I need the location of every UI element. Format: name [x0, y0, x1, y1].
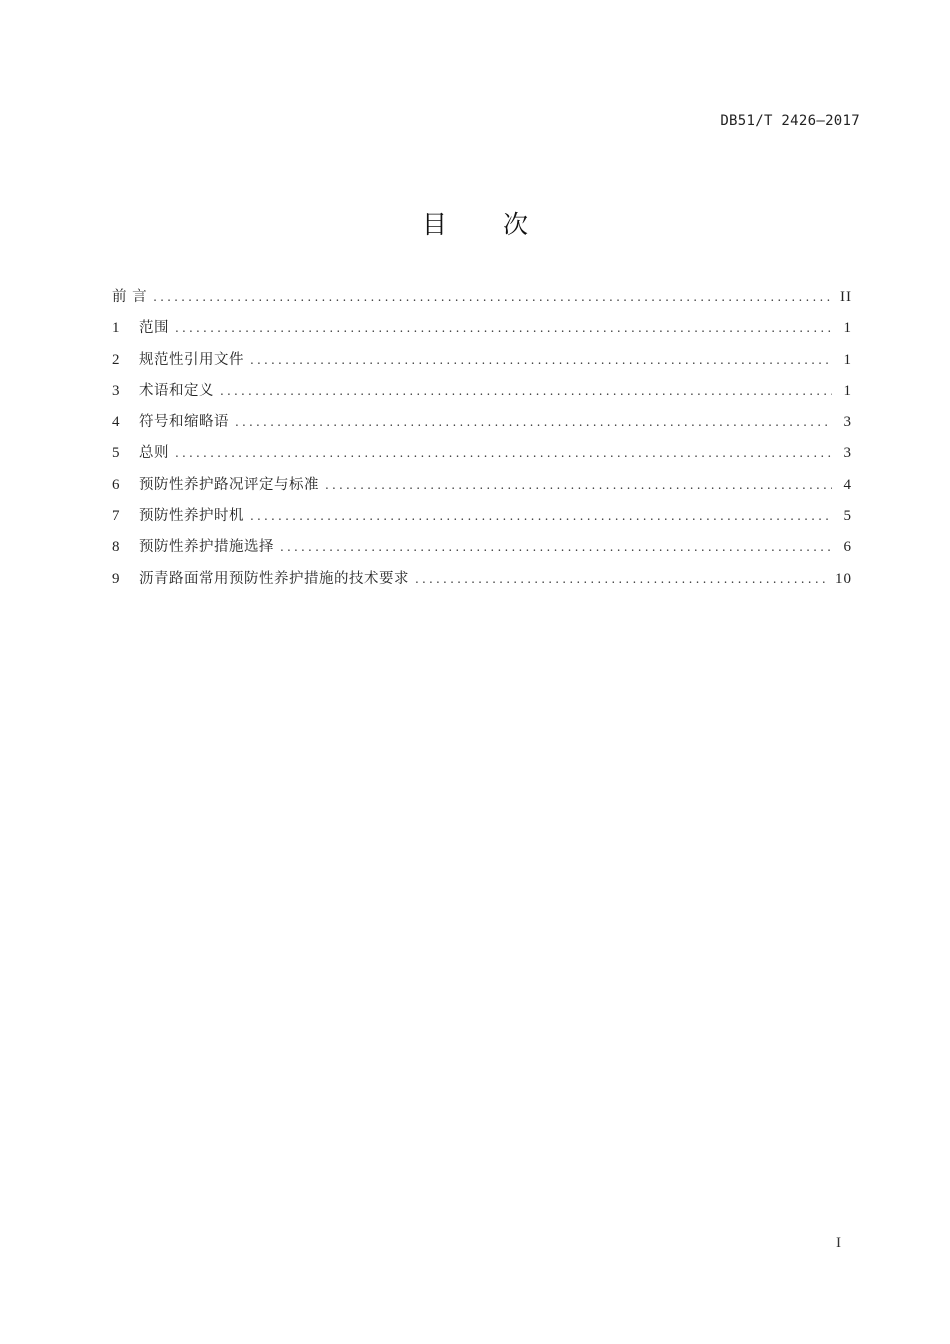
toc-entry-number: 9 [112, 570, 120, 587]
toc-leader-dots [235, 409, 832, 435]
toc-leader-dots [250, 347, 832, 373]
toc-entry-label: 前 言 [112, 289, 148, 305]
toc-entry-label: 沥青路面常用预防性养护措施的技术要求 [139, 570, 409, 587]
toc-entry-2[interactable] [112, 347, 852, 378]
toc-entry-number: 6 [112, 476, 120, 493]
document-id: DB51/T 2426—2017 [720, 113, 860, 129]
toc-entry-label: 预防性养护措施选择 [139, 539, 274, 556]
title-char-2: 次 [502, 210, 528, 239]
toc-entry-foreword[interactable] [112, 284, 852, 315]
table-of-contents [112, 284, 852, 597]
page-title [0, 205, 950, 241]
toc-entry-page: 10 [835, 570, 852, 587]
toc-entry-7[interactable] [112, 503, 852, 534]
toc-entry-number: 4 [112, 414, 120, 431]
toc-entry-number: 3 [112, 382, 120, 399]
toc-entry-8[interactable] [112, 534, 852, 565]
toc-entry-page: II [840, 289, 852, 305]
page-number: I [836, 1235, 841, 1251]
toc-entry-number: 8 [112, 539, 120, 556]
toc-leader-dots [280, 534, 832, 560]
toc-entry-page: 4 [843, 476, 852, 493]
toc-entry-number: 7 [112, 508, 120, 525]
toc-entry-label: 预防性养护路况评定与标准 [139, 476, 319, 493]
toc-entry-number: 5 [112, 445, 120, 462]
toc-entry-page: 1 [843, 382, 852, 399]
toc-entry-3[interactable] [112, 378, 852, 409]
toc-entry-number: 2 [112, 351, 120, 368]
toc-entry-label: 符号和缩略语 [139, 414, 229, 431]
toc-leader-dots [325, 472, 832, 498]
toc-leader-dots [175, 440, 832, 466]
toc-entry-6[interactable] [112, 472, 852, 503]
toc-entry-label: 总则 [139, 445, 169, 462]
toc-entry-page: 1 [843, 351, 852, 368]
toc-leader-dots [220, 378, 832, 404]
toc-entry-page: 5 [843, 508, 852, 525]
toc-leader-dots [153, 284, 832, 310]
toc-entry-label: 范围 [139, 320, 169, 337]
toc-leader-dots [415, 566, 829, 592]
toc-entry-page: 6 [843, 539, 852, 556]
toc-entry-page: 3 [843, 445, 852, 462]
toc-entry-4[interactable] [112, 409, 852, 440]
toc-entry-page: 3 [843, 414, 852, 431]
toc-entry-label: 规范性引用文件 [139, 351, 244, 368]
toc-entry-9[interactable] [112, 566, 852, 597]
toc-entry-1[interactable] [112, 315, 852, 346]
toc-entry-5[interactable] [112, 440, 852, 471]
toc-leader-dots [175, 315, 832, 341]
toc-entry-label: 术语和定义 [139, 382, 214, 399]
toc-entry-label: 预防性养护时机 [139, 508, 244, 525]
title-char-1: 目 [422, 210, 448, 239]
toc-entry-page: 1 [843, 320, 852, 337]
toc-leader-dots [250, 503, 832, 529]
toc-entry-number: 1 [112, 320, 120, 337]
